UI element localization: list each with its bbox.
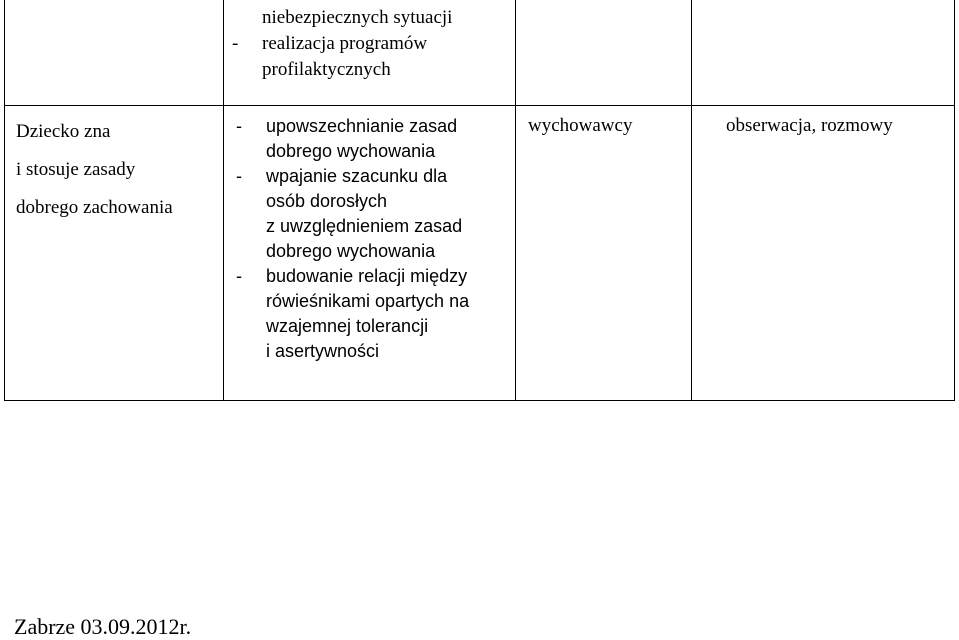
activity-line: - budowanie relacji między <box>236 266 468 286</box>
column-divider-3 <box>691 0 692 401</box>
responsible-text: wychowawcy <box>528 115 633 136</box>
activity-line: profilaktycznych <box>262 59 391 80</box>
activity-line: dobrego wychowania <box>266 241 436 261</box>
activity-line: z uwzględnieniem zasad <box>266 216 463 236</box>
activity-line: i asertywności <box>266 341 380 361</box>
place-date: Zabrze 03.09.2012r. <box>14 614 192 639</box>
goal-line: Dziecko zna <box>16 121 111 142</box>
top-row-activities <box>232 5 452 83</box>
goal-cell <box>16 113 173 227</box>
activity-line: niebezpiecznych sytuacji <box>262 7 453 28</box>
activity-line: wzajemnej tolerancji <box>266 316 429 336</box>
column-divider-1 <box>223 0 224 401</box>
row-divider <box>4 105 955 106</box>
activity-line: osób dorosłych <box>266 191 388 211</box>
table-right-border <box>954 0 955 401</box>
evaluation-text: obserwacja, rozmowy <box>726 115 893 136</box>
activities-cell <box>236 114 469 364</box>
table-left-border <box>4 0 5 401</box>
table-bottom-border <box>4 400 955 401</box>
activity-line: rówieśnikami opartych na <box>266 291 470 311</box>
goal-line: i stosuje zasady <box>16 159 136 180</box>
column-divider-2 <box>515 0 516 401</box>
responsible-cell <box>528 113 632 139</box>
goal-line: dobrego zachowania <box>16 197 173 218</box>
activity-line: - wpajanie szacunku dla <box>236 166 448 186</box>
activity-line: - upowszechnianie zasad <box>236 116 458 136</box>
activity-line: - realizacja programów <box>232 33 428 54</box>
activity-line: dobrego wychowania <box>266 141 436 161</box>
evaluation-cell <box>726 113 893 139</box>
